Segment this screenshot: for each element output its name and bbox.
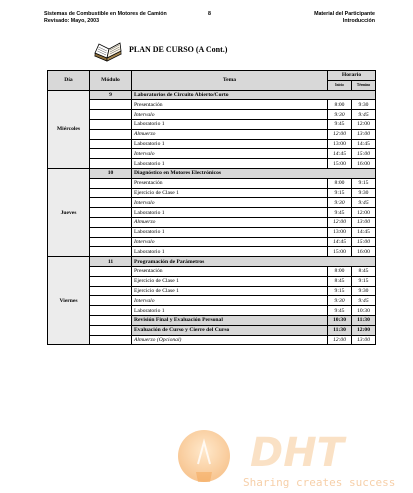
- start-time: 12:00: [328, 129, 352, 139]
- table-row: [48, 90, 376, 100]
- course-schedule-table: [47, 70, 376, 345]
- end-time: 11:30: [352, 315, 376, 325]
- table-row: [48, 237, 376, 247]
- table-row: [48, 188, 376, 198]
- end-time: 9:15: [352, 276, 376, 286]
- header-revision: Revisado: Mayo, 2003: [44, 18, 100, 24]
- topic-cell: Intervalo: [132, 296, 328, 306]
- table-row: [48, 110, 376, 120]
- table-row: [48, 286, 376, 296]
- topic-cell: Laboratorio 1: [132, 306, 328, 316]
- table-row: [48, 100, 376, 110]
- topic-cell: Laboratorio 1: [132, 119, 328, 129]
- col-header-termino: Término: [352, 80, 376, 90]
- start-time: 8:00: [328, 266, 352, 276]
- start-time: 9:15: [328, 188, 352, 198]
- col-header-dia: Día: [48, 71, 90, 91]
- table-row: [48, 129, 376, 139]
- closing-topic: Evaluación de Curso y Cierre del Curso: [132, 325, 328, 335]
- end-time: 9:45: [352, 296, 376, 306]
- closing-topic: Revisión Final y Evaluación Personal: [132, 315, 328, 325]
- end-time: 13:00: [352, 335, 376, 345]
- topic-cell: Intervalo: [132, 149, 328, 159]
- header-right: [314, 11, 375, 25]
- end-time: 9:30: [352, 188, 376, 198]
- start-time: 9:30: [328, 198, 352, 208]
- day-cell: Jueves: [48, 168, 90, 256]
- table-row: [48, 306, 376, 316]
- topic-cell: Intervalo: [132, 237, 328, 247]
- open-book-icon: [93, 40, 123, 64]
- topic-cell: Laboratorio 1: [132, 159, 328, 169]
- page-title: PLAN DE CURSO (A Cont.): [129, 45, 228, 54]
- start-time: 14:45: [328, 149, 352, 159]
- table-row: [48, 325, 376, 335]
- table-row: [48, 266, 376, 276]
- header-material: Material del Participante: [314, 11, 375, 17]
- topic-cell: Ejercicio de Clase 1: [132, 286, 328, 296]
- end-time: 14:45: [352, 227, 376, 237]
- topic-cell: Almuerzo (Opcional): [132, 335, 328, 345]
- topic-cell: Intervalo: [132, 110, 328, 120]
- topic-cell: Almuerzo: [132, 217, 328, 227]
- end-time: 13:00: [352, 217, 376, 227]
- end-time: 15:00: [352, 149, 376, 159]
- end-time: 9:45: [352, 110, 376, 120]
- table-row: [48, 296, 376, 306]
- topic-cell: Ejercicio de Clase 1: [132, 188, 328, 198]
- start-time: 9:45: [328, 306, 352, 316]
- end-time: 12:00: [352, 325, 376, 335]
- table-row: [48, 168, 376, 178]
- col-header-horario: Horario: [328, 71, 376, 81]
- topic-cell: Presentación: [132, 100, 328, 110]
- table-row: [48, 149, 376, 159]
- table-row: [48, 276, 376, 286]
- table-row: [48, 198, 376, 208]
- start-time: 13:00: [328, 227, 352, 237]
- start-time: 9:45: [328, 119, 352, 129]
- end-time: 14:45: [352, 139, 376, 149]
- header-section: Introducción: [342, 18, 375, 24]
- table-row: [48, 178, 376, 188]
- topic-cell: Almuerzo: [132, 129, 328, 139]
- topic-cell: Laboratorio 1: [132, 208, 328, 218]
- table-row: [48, 119, 376, 129]
- topic-cell: Ejercicio de Clase 1: [132, 276, 328, 286]
- watermark-logo-text: DHT: [250, 430, 344, 476]
- start-time: 12:00: [328, 217, 352, 227]
- end-time: 12:00: [352, 208, 376, 218]
- section-title: Diagnóstico en Motores Electrónicos: [132, 168, 376, 178]
- start-time: 15:00: [328, 247, 352, 257]
- end-time: 16:00: [352, 159, 376, 169]
- start-time: 13:00: [328, 139, 352, 149]
- end-time: 9:45: [352, 198, 376, 208]
- start-time: 8:00: [328, 100, 352, 110]
- end-time: 9:15: [352, 178, 376, 188]
- start-time: 8:45: [328, 276, 352, 286]
- start-time: 8:00: [328, 178, 352, 188]
- page-number: 8: [208, 11, 211, 17]
- end-time: 10:30: [352, 306, 376, 316]
- table-row: [48, 159, 376, 169]
- col-header-modulo: Módulo: [90, 71, 132, 91]
- end-time: 9:30: [352, 100, 376, 110]
- end-time: 9:30: [352, 286, 376, 296]
- day-cell: Viernes: [48, 257, 90, 345]
- table-row: [48, 208, 376, 218]
- start-time: 11:30: [328, 325, 352, 335]
- module-number: 10: [90, 168, 132, 178]
- start-time: 12:00: [328, 335, 352, 345]
- topic-cell: Laboratorio 1: [132, 227, 328, 237]
- topic-cell: Presentación: [132, 266, 328, 276]
- start-time: 9:45: [328, 208, 352, 218]
- topic-cell: Laboratorio 1: [132, 139, 328, 149]
- start-time: 15:00: [328, 159, 352, 169]
- table-row: [48, 315, 376, 325]
- col-header-tema: Tema: [132, 71, 328, 91]
- header-course-title: Sistemas de Combustible en Motores de Camión: [44, 11, 167, 17]
- topic-cell: Laboratorio 1: [132, 247, 328, 257]
- module-number: 11: [90, 257, 132, 267]
- end-time: 12:00: [352, 119, 376, 129]
- module-number: 9: [90, 90, 132, 100]
- start-time: 10:30: [328, 315, 352, 325]
- header-left: [44, 11, 167, 25]
- start-time: 14:45: [328, 237, 352, 247]
- end-time: 13:00: [352, 129, 376, 139]
- table-row: [48, 335, 376, 345]
- end-time: 8:45: [352, 266, 376, 276]
- start-time: 9:15: [328, 286, 352, 296]
- end-time: 16:00: [352, 247, 376, 257]
- table-row: [48, 227, 376, 237]
- day-cell: Miércoles: [48, 90, 90, 168]
- table-row: [48, 217, 376, 227]
- section-title: Laboratorios de Circuito Abierto/Corto: [132, 90, 376, 100]
- topic-cell: Intervalo: [132, 198, 328, 208]
- watermark-tagline: Sharing creates success: [243, 476, 396, 489]
- table-row: [48, 247, 376, 257]
- start-time: 9:30: [328, 110, 352, 120]
- table-row: [48, 257, 376, 267]
- col-header-inicio: Inicio: [328, 80, 352, 90]
- end-time: 15:00: [352, 237, 376, 247]
- section-title: Programación de Parámetros: [132, 257, 376, 267]
- table-row: [48, 139, 376, 149]
- topic-cell: Presentación: [132, 178, 328, 188]
- start-time: 9:30: [328, 296, 352, 306]
